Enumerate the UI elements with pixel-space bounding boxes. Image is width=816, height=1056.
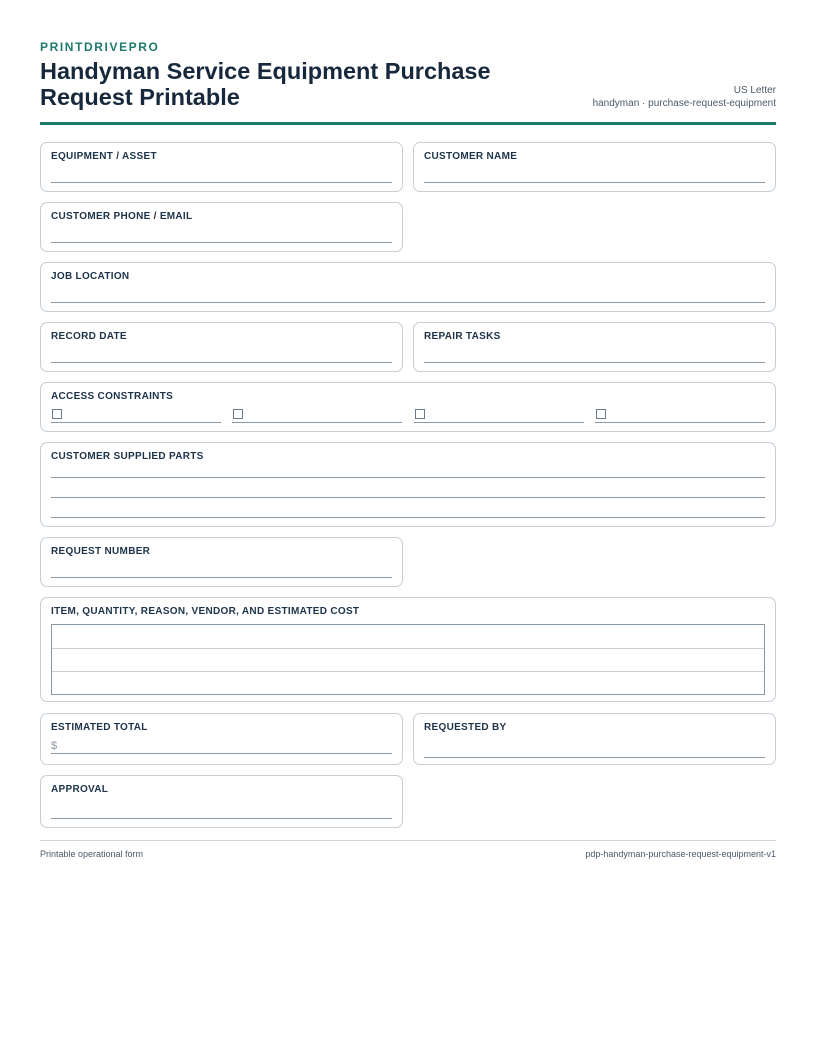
customer-supplied-parts-field <box>40 442 776 527</box>
access-constraint-checkbox-4[interactable] <box>596 409 606 419</box>
record-date-input-line[interactable] <box>51 362 392 363</box>
access-constraint-checkbox-3[interactable] <box>415 409 425 419</box>
document-meta <box>593 84 776 110</box>
footer-divider <box>40 840 776 841</box>
items-table-field <box>40 597 776 702</box>
page-title: Handyman Service Equipment Purchase Request Printable <box>40 58 491 110</box>
customer-name-input-line[interactable] <box>424 182 765 183</box>
brand-logo-text: PRINTDRIVEPRO <box>40 40 160 54</box>
access-constraints-label: ACCESS CONSTRAINTS <box>51 391 174 402</box>
estimated-total-field <box>40 713 403 765</box>
customer-supplied-parts-line-1[interactable] <box>51 477 765 478</box>
job-location-field <box>40 262 776 312</box>
items-table-row-divider-1 <box>52 648 764 649</box>
items-table-label: ITEM, QUANTITY, REASON, VENDOR, AND ESTIMATED COST <box>51 606 360 617</box>
footer-form-id: pdp-handyman-purchase-request-equipment-v1 <box>585 849 776 859</box>
equipment-asset-label: EQUIPMENT / ASSET <box>51 151 157 162</box>
footer-left-text: Printable operational form <box>40 849 144 859</box>
header-divider <box>40 122 776 125</box>
items-table-row-divider-2 <box>52 671 764 672</box>
customer-name-field <box>413 142 776 192</box>
access-constraint-checkbox-1[interactable] <box>52 409 62 419</box>
access-constraint-line-4[interactable] <box>595 422 765 423</box>
requested-by-field <box>413 713 776 765</box>
currency-symbol: $ <box>51 740 58 752</box>
requested-by-input-line[interactable] <box>424 757 765 758</box>
access-constraint-line-1[interactable] <box>51 422 221 423</box>
access-constraint-line-3[interactable] <box>414 422 584 423</box>
estimated-total-label: ESTIMATED TOTAL <box>51 722 148 733</box>
customer-supplied-parts-line-3[interactable] <box>51 517 765 518</box>
repair-tasks-label: REPAIR TASKS <box>424 331 501 342</box>
equipment-asset-field <box>40 142 403 192</box>
customer-name-label: CUSTOMER NAME <box>424 151 518 162</box>
approval-label: APPROVAL <box>51 784 109 795</box>
customer-supplied-parts-line-2[interactable] <box>51 497 765 498</box>
document-slug: handyman · purchase-request-equipment <box>592 98 776 109</box>
request-number-input-line[interactable] <box>51 577 392 578</box>
customer-phone-email-input-line[interactable] <box>51 242 392 243</box>
access-constraint-line-2[interactable] <box>232 422 402 423</box>
job-location-label: JOB LOCATION <box>51 271 130 282</box>
equipment-asset-input-line[interactable] <box>51 182 392 183</box>
record-date-field <box>40 322 403 372</box>
repair-tasks-field <box>413 322 776 372</box>
record-date-label: RECORD DATE <box>51 331 127 342</box>
requested-by-label: REQUESTED BY <box>424 722 507 733</box>
customer-phone-email-label: CUSTOMER PHONE / EMAIL <box>51 211 193 222</box>
customer-supplied-parts-label: CUSTOMER SUPPLIED PARTS <box>51 451 204 462</box>
request-number-field <box>40 537 403 587</box>
request-number-label: REQUEST NUMBER <box>51 546 151 557</box>
approval-input-line[interactable] <box>51 818 392 819</box>
paper-size-label: US Letter <box>733 85 776 96</box>
access-constraints-field <box>40 382 776 432</box>
approval-field <box>40 775 403 828</box>
customer-phone-email-field <box>40 202 403 252</box>
items-table <box>51 624 765 695</box>
repair-tasks-input-line[interactable] <box>424 362 765 363</box>
estimated-total-input-line[interactable] <box>51 753 392 754</box>
job-location-input-line[interactable] <box>51 302 765 303</box>
access-constraint-checkbox-2[interactable] <box>233 409 243 419</box>
